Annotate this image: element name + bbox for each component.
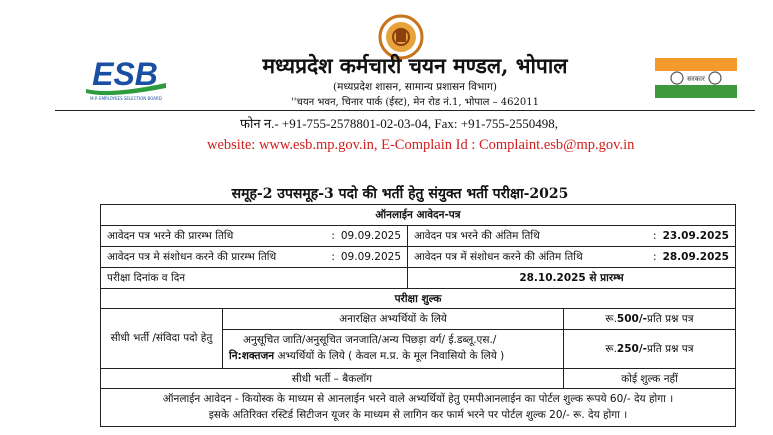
table-row (101, 267, 735, 288)
end-date-label: आवेदन पत्र भरने की अंतिम तिथि (414, 230, 540, 242)
colon: : (653, 251, 657, 263)
exam-date-value: 28.10.2025 से प्रारम्भ (407, 268, 735, 288)
portal-fee-notes (101, 388, 735, 426)
table-row (223, 309, 735, 329)
fee-suffix: प्रति प्रश्न पत्र (647, 313, 694, 325)
fee-reserved-bold: नि:शक्तजन (229, 350, 275, 362)
govt-campaign-logo (655, 58, 737, 98)
currency-prefix: रू. (605, 313, 617, 325)
board-title: मध्यप्रदेश कर्मचारी चयन मण्डल, भोपाल (262, 53, 568, 78)
note-line: इसके अतिरिक्त रस्टिर्ड सिटीजन यूजर के माध्यम से लागिन कर फार्म भरने पर पोर्टल शुल्क 20/- रू. देय होगा । (208, 409, 628, 422)
esb-logo-text: ESB (92, 56, 158, 92)
contact-line: फोन न.- +91-755-2578801-02-03-04, Fax: +91-755-2550498, (240, 116, 558, 131)
fee-category-label: सीधी भर्ती /संविदा पदो हेतु (101, 309, 223, 368)
fee-general-desc: अनारक्षित अभ्यर्थियों के लिये (339, 313, 447, 325)
schedule-table (100, 204, 736, 427)
fee-general-amount (563, 309, 735, 329)
board-address: ''चयन भवन, चिनार पार्क (ईस्ट), मेन रोड नं.1, भोपाल – 462011 (291, 97, 539, 108)
colon: : (331, 251, 335, 263)
backlog-value: कोई शुल्क नहीं (563, 369, 735, 388)
note-line: ऑनलाईन आवेदन - कियोस्क के माध्यम से आनलाईन भरने वाले अभ्यर्थियों हेतु एमपीआनलाईन का पोर्टल शुल्क रूपये 60/- देय होगा । (162, 393, 674, 405)
fee-amount: 250/- (616, 343, 648, 355)
fee-suffix: प्रति प्रश्न पत्र (647, 343, 694, 355)
end-date-value: 23.09.2025 (662, 230, 729, 242)
fee-reserved-line2: अभ्यर्थियों के लिये ( केवल म.प्र. के मूल निवासियो के लिये ) (274, 350, 505, 362)
exam-title: समूह-2 उपसमूह-3 पदो की भर्ती हेतु संयुक्त भर्ती परीक्षा-2025 (231, 186, 569, 202)
fee-reserved-desc (223, 330, 563, 368)
govt-logo-text: सरकार (687, 75, 705, 83)
colon: : (331, 230, 335, 242)
fee-reserved-amount (563, 330, 735, 368)
esb-logo (80, 55, 170, 97)
website-line: website: www.esb.mp.gov.in, E-Complain Id : Complaint.esb@mp.gov.in (207, 137, 635, 153)
exam-date-label: परीक्षा दिनांक व दिन (107, 272, 186, 284)
online-form-heading: ऑनलाईन आवेदन-पत्र (375, 209, 461, 221)
table-row (223, 329, 735, 368)
correction-start-label: आवेदन पत्र मे संशोधन करने की प्रारम्भ तिथि (107, 251, 277, 263)
currency-prefix: रू. (605, 343, 617, 355)
correction-end-value: 28.09.2025 (662, 251, 729, 263)
fee-reserved-line1: अनुसूचित जाति/अनुसूचित जनजाति/अन्य पिछड़ा वर्ग/ ई.डब्लू.एस./ (243, 334, 497, 347)
start-date-label: आवेदन पत्र भरने की प्रारम्भ तिथि (107, 230, 234, 242)
fee-amount: 500/- (616, 313, 648, 325)
fee-heading: परीक्षा शुल्क (394, 292, 442, 305)
backlog-label: सीधी भर्ती – बैकलॉग (291, 372, 373, 385)
colon: : (653, 230, 657, 242)
table-row (101, 225, 735, 246)
table-row (101, 368, 735, 388)
header-divider (55, 110, 755, 111)
table-row (101, 246, 735, 267)
esb-logo-caption: M.P. EMPLOYEES SELECTION BOARD (90, 96, 162, 101)
board-subtitle: (मध्यप्रदेश शासन, सामान्य प्रशासन विभाग) (332, 81, 497, 93)
correction-end-label: आवेदन पत्र में संशोधन करने की अंतिम तिथि (414, 251, 583, 263)
correction-start-value: 09.09.2025 (340, 251, 401, 263)
start-date-value: 09.09.2025 (340, 230, 401, 242)
fee-block (101, 308, 735, 368)
